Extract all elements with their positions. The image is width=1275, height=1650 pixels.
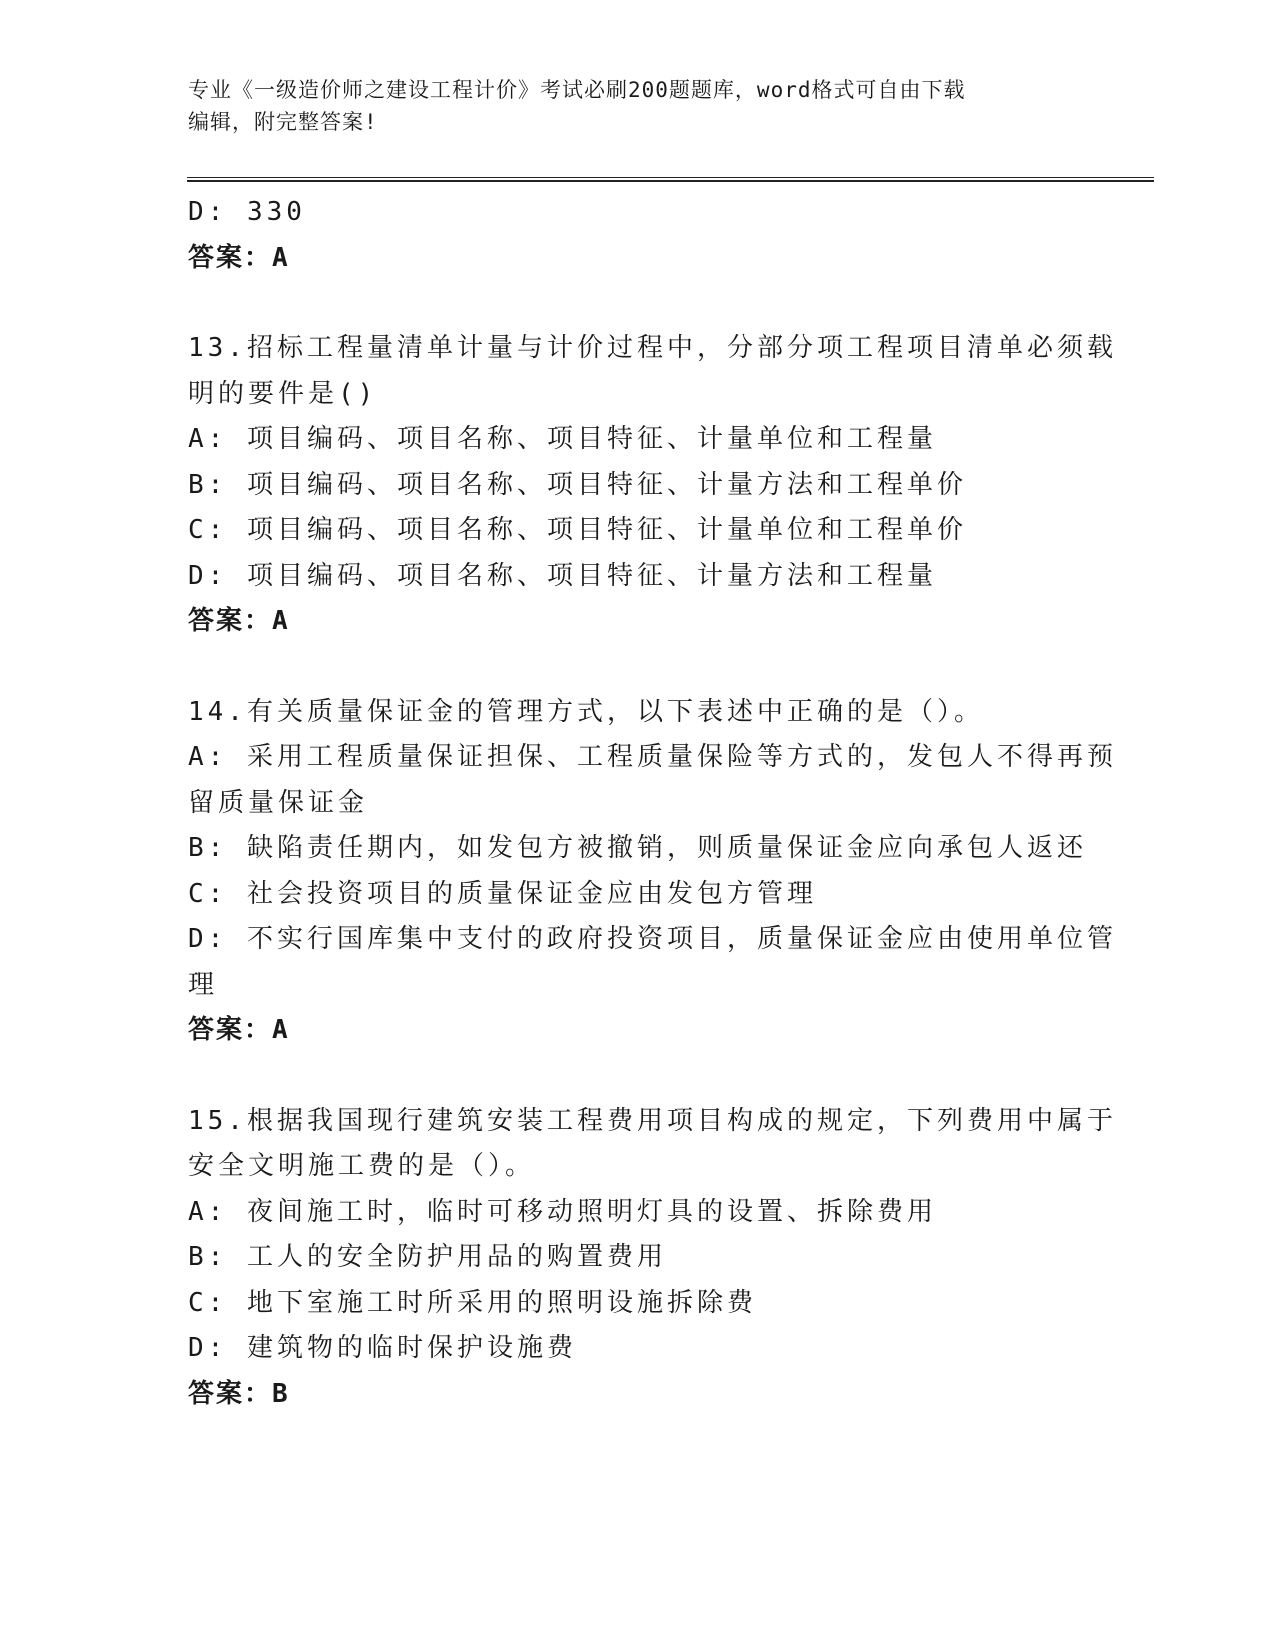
header-title-line-1: 专业《一级造价师之建设工程计价》考试必刷200题题库，word格式可自由下载 <box>188 78 966 102</box>
option-c: C: 地下室施工时所采用的照明设施拆除费 <box>188 1287 757 1318</box>
option-d: D: 建筑物的临时保护设施费 <box>188 1333 577 1363</box>
spacer <box>188 1054 1088 1099</box>
question-content <box>188 190 1117 1417</box>
spacer <box>188 645 1088 690</box>
question-stem: 15.根据我国现行建筑安装工程费用项目构成的规定，下列费用中属于 <box>188 1105 1117 1136</box>
header-title-line-2: 编辑，附完整答案! <box>188 110 378 134</box>
question-15 <box>188 1099 1117 1418</box>
header-divider <box>187 177 1154 182</box>
option-b: B: 工人的安全防护用品的购置费用 <box>188 1242 667 1272</box>
option-c: C: 项目编码、项目名称、项目特征、计量单位和工程单价 <box>188 515 967 545</box>
option-d-continued: 理 <box>188 969 219 1000</box>
option-b: B: 项目编码、项目名称、项目特征、计量方法和工程单价 <box>188 469 967 500</box>
option-c: C: 社会投资项目的质量保证金应由发包方管理 <box>188 878 817 909</box>
prev-option-d: D: 330 <box>188 197 306 227</box>
option-a: A: 夜间施工时，临时可移动照明灯具的设置、拆除费用 <box>188 1196 937 1227</box>
option-d: D: 项目编码、项目名称、项目特征、计量方法和工程量 <box>188 560 937 591</box>
answer: 答案：A <box>188 606 290 636</box>
prev-answer: 答案：A <box>188 242 290 273</box>
question-13 <box>188 326 1117 645</box>
option-b: B: 缺陷责任期内，如发包方被撤销，则质量保证金应向承包人返还 <box>188 833 1087 863</box>
question-stem: 安全文明施工费的是（）。 <box>188 1151 536 1181</box>
option-a: A: 采用工程质量保证担保、工程质量保险等方式的，发包人不得再预 <box>188 742 1117 772</box>
question-stem: 14.有关质量保证金的管理方式，以下表述中正确的是（）。 <box>188 696 984 727</box>
question-stem: 明的要件是() <box>188 378 378 409</box>
answer: 答案：A <box>188 1015 290 1045</box>
spacer <box>188 281 1088 326</box>
option-a-continued: 留质量保证金 <box>188 787 369 818</box>
option-d: D: 不实行国库集中支付的政府投资项目，质量保证金应由使用单位管 <box>188 924 1117 954</box>
question-14 <box>188 690 1117 1054</box>
question-stem: 13.招标工程量清单计量与计价过程中，分部分项工程项目清单必须载 <box>188 333 1117 363</box>
answer: 答案：B <box>188 1378 290 1409</box>
option-a: A: 项目编码、项目名称、项目特征、计量单位和工程量 <box>188 424 937 454</box>
page-header <box>188 74 1088 138</box>
